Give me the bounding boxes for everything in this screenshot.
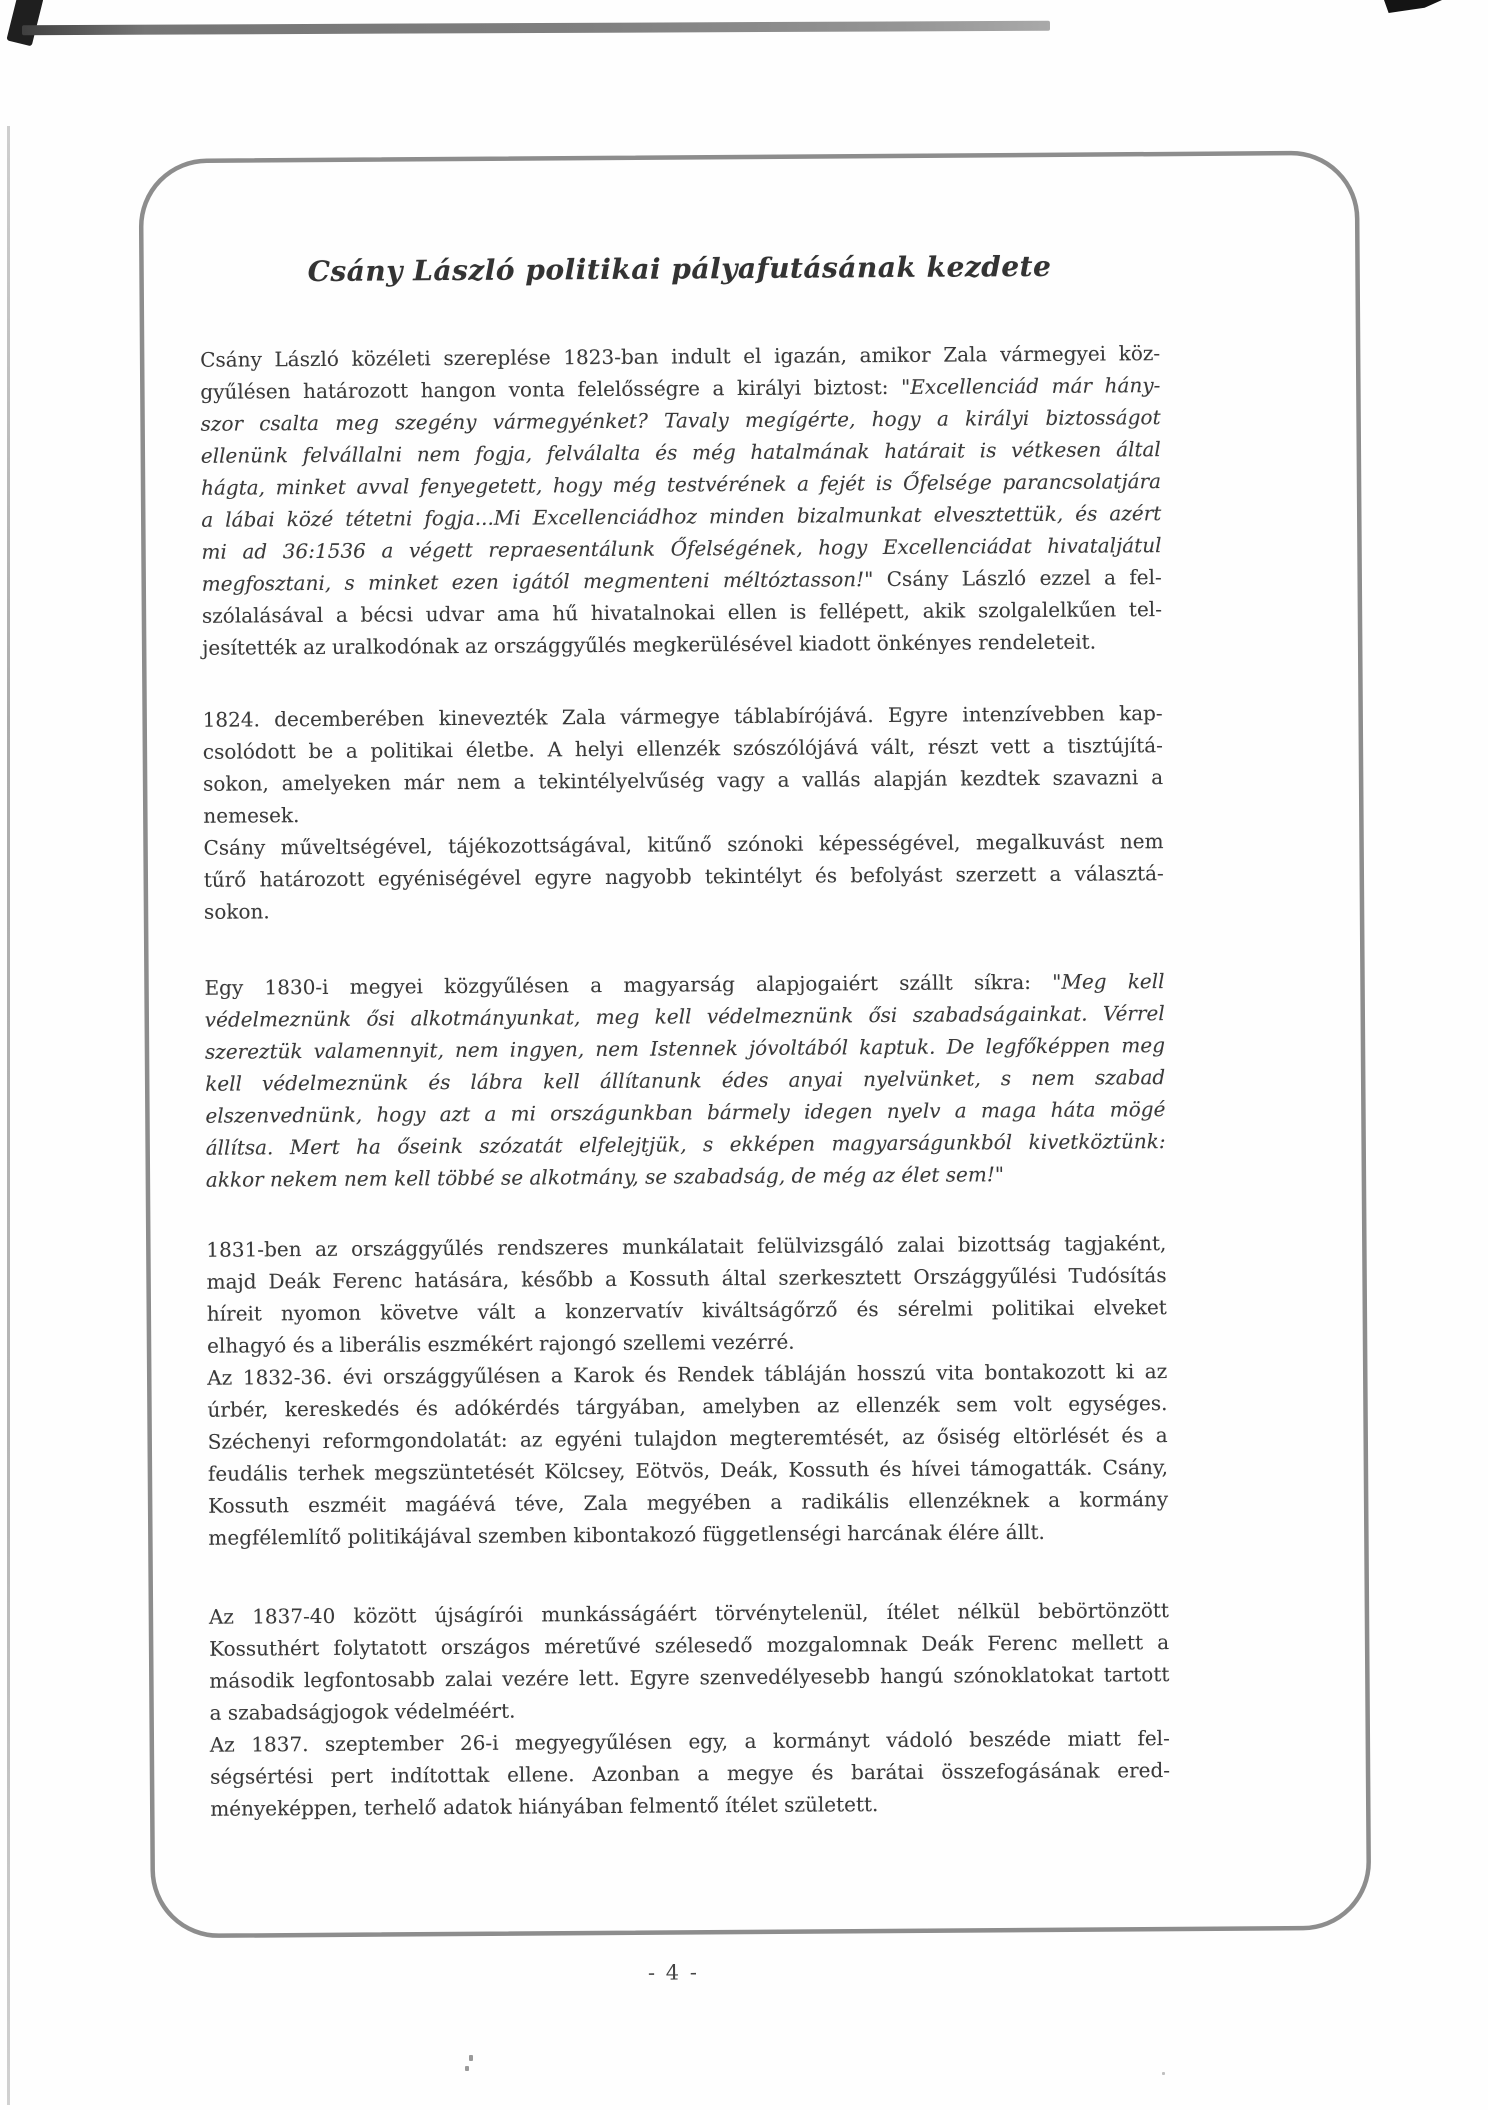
- text-line: hágta, minket avval fenyegetett, hogy még testvérének a fejét is Őfelsége parancsolatjára: [200, 469, 1162, 500]
- text-line: 1824. decemberében kinevezték Zala vármegye táblabírójává. Egyre intenzívebben kap-: [202, 701, 1163, 732]
- text-line: ellenünk felvállalni nem fogja, felválalta és még hatalmának határait is vétkesen által: [200, 437, 1161, 468]
- text-line: a lábai közé tétetni fogja...Mi Excellenciádhoz minden bizalmunkat elvesztettük, és azért: [201, 501, 1162, 532]
- paragraph: [204, 965, 1166, 1196]
- text-line: Csány László közéleti szereplése 1823-ban indult el igazán, amikor Zala vármegyei köz-: [200, 341, 1161, 372]
- text-line: csolódott be a politikai életbe. A helyi ellenzék szószólójává vált, részt vett a tisztújítá-: [202, 733, 1163, 764]
- text-line: Az 1837-40 között újságírói munkásságáért törvénytelenül, ítélet nélkül bebörtönzött: [208, 1598, 1169, 1629]
- text-line: szereztük valamennyit, nem ingyen, nem Istennek jóvoltából kaptuk. De legfőképpen meg: [204, 1033, 1166, 1064]
- text-line: híreit nyomon követve vált a konzervatív kiváltságőrző és sérelmi politikai elveket: [206, 1295, 1167, 1326]
- text-line: Kossuth eszméit magáévá téve, Zala megyében a radikális ellenzéknek a kormány: [208, 1487, 1169, 1518]
- text-line: jesítették az uralkodónak az országgyűlés megkerülésével kiadott önkényes rendeleteit.: [202, 629, 1097, 660]
- page-number: - 4 -: [647, 1960, 699, 1985]
- text-line: a szabadságjogok védelméért.: [209, 1698, 516, 1725]
- text-line: feudális terhek megszüntetését Kölcsey, Eötvös, Deák, Kossuth és hívei támogatták. Csány,: [207, 1455, 1168, 1486]
- text-line: gyűlésen határozott hangon vonta felelősségre a királyi biztost: "Excellenciád már hány-: [200, 373, 1161, 404]
- text-line: ményeképpen, terhelő adatok hiányában felmentő ítélet született.: [210, 1792, 879, 1821]
- body-text: [200, 337, 1170, 1825]
- text-line: sokon.: [203, 899, 270, 924]
- text-line: elszenvednünk, hogy azt a mi országunkban bármely idegen nyelv a maga háta mögé: [205, 1097, 1166, 1128]
- text-line: Széchenyi reformgondolatát: az egyéni tulajdon megteremtését, az ősiség eltörlését és a: [207, 1423, 1168, 1454]
- text-line: 1831-ben az országgyűlés rendszeres munkálatait felülvizsgáló zalai bizottság tagjaként,: [206, 1231, 1167, 1262]
- text-line: állítsa. Mert ha őseink szózatát elfelejtjük, s ekképen magyarságunkból kivetköztünk:: [205, 1129, 1166, 1160]
- text-line: megfélemlítő politikájával szemben kibontakozó függetlenségi harcának élére állt.: [208, 1519, 1045, 1550]
- text-line: Egy 1830-i megyei közgyűlésen a magyarság alapjogaiért szállt síkra: "Meg kell: [204, 969, 1165, 1000]
- text-line: megfosztani, s minket ezen igától megmenteni méltóztasson!" Csány László ezzel a fel-: [201, 565, 1162, 596]
- text-line: szólalásával a bécsi udvar ama hű hivatalnokai ellen is fellépett, akik szolgalelkűen tel-: [201, 597, 1162, 628]
- text-line: Az 1837. szeptember 26-i megyegyűlésen egy, a kormányt vádoló beszéde miatt fel-: [209, 1726, 1170, 1757]
- text-line: elhagyó és a liberális eszmékért rajongó szellemi vezérré.: [206, 1329, 795, 1358]
- paragraph: [206, 1227, 1168, 1554]
- text-line: második legfontosabb zalai vezére lett. Egyre szenvedélyesebb hangú szónoklatokat tartott: [209, 1662, 1170, 1693]
- text-line: Az 1832-36. évi országgyűlésen a Karok és Rendek tábláján hosszú vita bontakozott ki az: [207, 1359, 1168, 1390]
- paragraph: [209, 1594, 1171, 1825]
- text-line: kell védelmeznünk és lábra kell állítanunk édes anyai nyelvünket, s nem szabad: [205, 1065, 1166, 1096]
- text-line: Kossuthért folytatott országos méretűvé szélesedő mozgalomnak Deák Ferenc mellett a: [209, 1630, 1170, 1661]
- text-line: sokon, amelyeken már nem a tekintélyelvűség vagy a vallás alapján kezdtek szavazni a: [203, 765, 1164, 796]
- text-line: tűrő határozott egyéniségével egyre nagyobb tekintélyt és befolyást szerzett a választá-: [203, 861, 1164, 892]
- text-line: majd Deák Ferenc hatására, később a Kossuth által szerkesztett Országgyűlési Tudósítás: [206, 1263, 1167, 1294]
- text-line: szor csalta meg szegény vármegyénket? Tavaly megígérte, hogy a királyi biztosságot: [200, 405, 1161, 436]
- page-title: Csány László politikai pályafutásának kezdete: [307, 249, 1052, 289]
- text-line: védelmeznünk ősi alkotmányunkat, meg kell védelmeznünk ősi szabadságainkat. Vérrel: [204, 1001, 1165, 1032]
- text-line: akkor nekem nem kell többé se alkotmány, se szabadság, de még az élet sem!": [205, 1162, 1005, 1192]
- text-line: mi ad 36:1536 a végett repraesentálunk Őfelségének, hogy Excellenciádat hivataljátul: [201, 533, 1162, 564]
- paragraph: [200, 337, 1162, 664]
- text-line: ségsértési pert indítottak ellene. Azonban a megye és barátai összefogásának ered-: [209, 1758, 1171, 1789]
- text-line: úrbér, kereskedés és adókérdés tárgyában, amelyben az ellenzék sem volt egységes.: [207, 1391, 1168, 1422]
- text-line: Csány műveltségével, tájékozottságával, kitűnő szónoki képességével, megalkuvást nem: [203, 829, 1164, 860]
- text-line: nemesek.: [203, 803, 300, 828]
- paragraph: [203, 697, 1165, 928]
